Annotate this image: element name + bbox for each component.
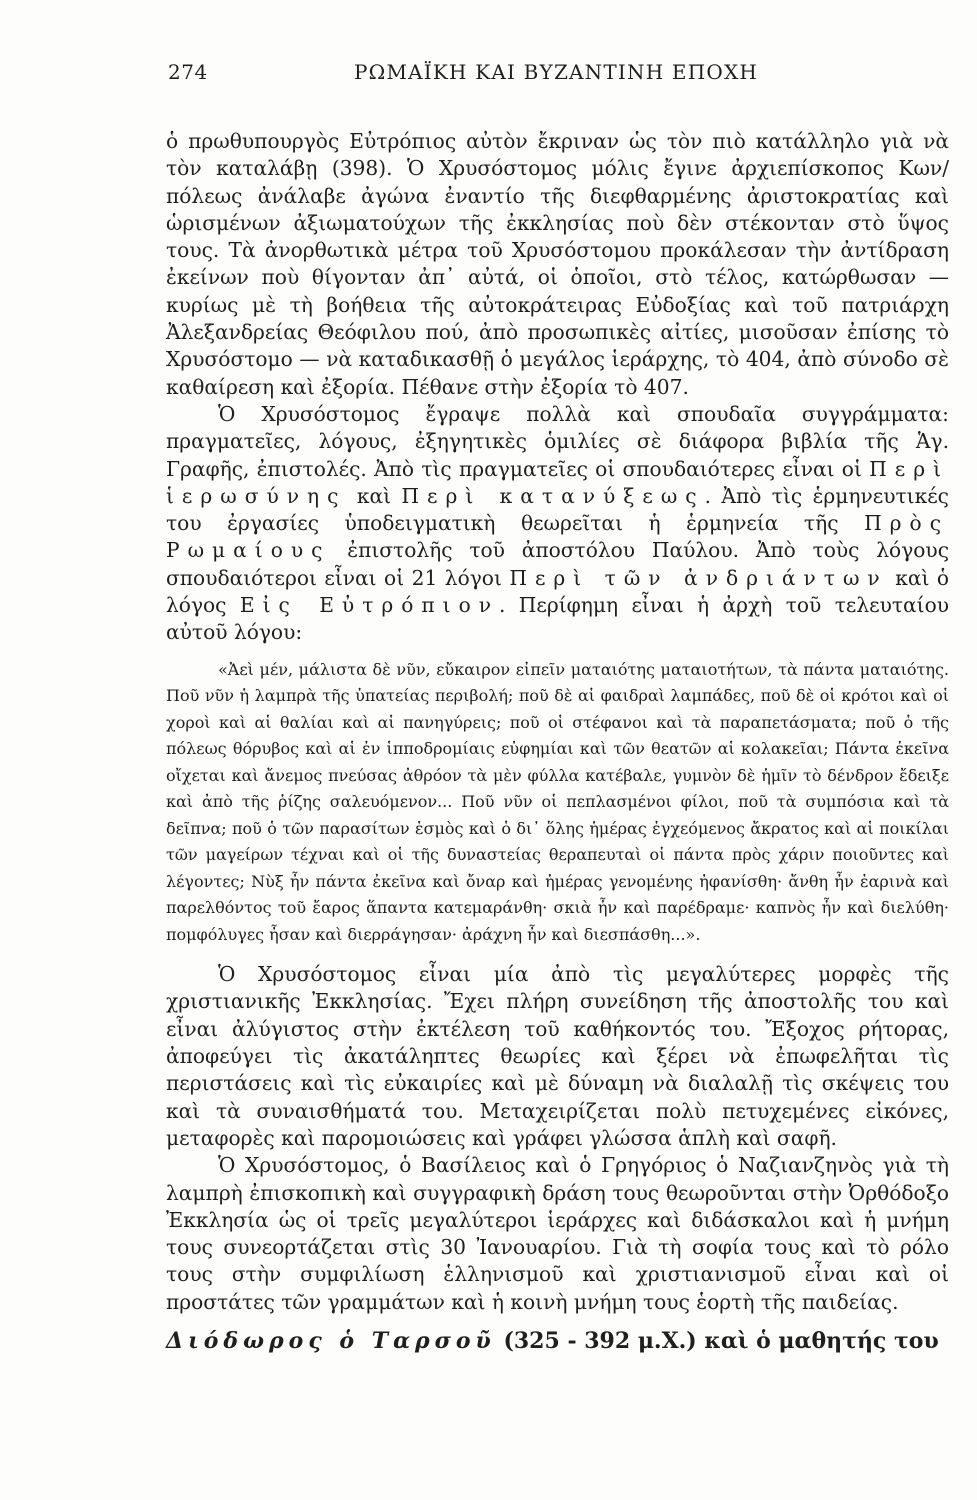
heading-name-diodoros: Διόδωρος ὁ Ταρσοῦ (166, 1328, 496, 1354)
quotation-eis-eutropion: «Ἀεὶ μέν, μάλιστα δὲ νῦν, εὔκαιρον εἰπεῖν ματαιότης ματαιοτήτων, τὰ πάντα ματαιότης. Ποῦ νῦν ἡ λαμπρὰ τῆς ὑπατείας περιβολή; ποῦ δὲ αἱ φαιδραὶ λαμπάδες, ποῦ δὲ οἱ κρότοι καὶ οἱ χοροὶ καὶ αἱ θαλίαι καὶ αἱ πανηγύρεις; ποῦ οἱ στέφανοι καὶ τὰ παραπετάσματα; ποῦ ὁ τῆς πόλεως θόρυβος καὶ αἱ ἐν ἱπποδρομίαις εὐφημίαι καὶ τῶν θεατῶν αἱ κολακεῖαι; Πάντα ἐκεῖνα οἴχεται καὶ ἄνεμος πνεύσας ἀθρόον τὰ μὲν φύλλα κατέβαλε, γυμνὸν δὲ ἡμῖν τὸ δένδρον ἔδειξε καὶ ἀπὸ τῆς ῥίζης σαλευόμενον... Ποῦ νῦν οἱ πεπλασμένοι φίλοι, ποῦ τὰ συμπόσια καὶ τὰ δεῖπνα; ποῦ ὁ τῶν παρασίτων ἑσμὸς καὶ ὁ δι᾽ ὅλης ἡμέρας ἐγχεόμενος ἄκρατος καὶ αἱ ποικίλαι τῶν μαγείρων τέχναι καὶ οἱ τῆς δυναστείας θεραπευταὶ οἱ πάντα πρὸς χάριν ποιοῦντες καὶ λέγοντες; Νὺξ ἦν πάντα ἐκεῖνα καὶ ὄναρ καὶ ἡμέρας γενομένης ἠφανίσθη· ἄνθη ἦν ἐαρινὰ καὶ παρελθόντος τοῦ ἔαρος ἅπαντα κατεμαράνθη· σκιὰ ἦν καὶ παρέδραμε· καπνὸς ἦν καὶ διελύθη· πομφόλυγες ἦσαν καὶ διερράγησαν· ἀράχνη ἦν καὶ διεσπάσθη...». (166, 659, 949, 944)
work-title-eis-eutropion: Εἰς Εὐτρόπιον (239, 593, 500, 618)
heading-dates: (325 - 392 μ.Χ.) καὶ ὁ μαθητής του (495, 1328, 939, 1354)
work-title-peri-katanyxeos: Περὶ κατανύξεως (401, 483, 705, 508)
paragraph-text: ὁ πρωθυπουργὸς Εὐτρόπιος αὐτὸν ἔκριναν ὡς τὸν πιὸ κατάλληλο γιὰ νὰ τὸν καταλάβῃ (398). Ὁ Χρυσόστομος μόλις ἔγινε ἀρχιεπίσκοπος Κων/πόλεως ἀνάλαβε ἀγώνα ἐναντίο τῆς διεφθαρμένης ἀριστοκρατίας καὶ ὡρισμένων ἀξιωματούχων τῆς ἐκκλησίας ποὺ δὲν στέκονταν στὸ ὕψος τους. Τὰ ἀνορθωτικὰ μέτρα τοῦ Χρυσόστομου προκάλεσαν τὴν ἀντίδραση ἐκείνων ποὺ θίγονταν ἀπ᾽ αὐτά, οἱ ὁποῖοι, στὸ τέλος, κατώρθωσαν — κυρίως μὲ τὴ βοήθεια τῆς αὐτοκράτειρας Εὐδοξίας καὶ τοῦ πατριάρχη Ἀλεξανδρείας Θεόφιλου πού, ἀπὸ προσωπικὲς αἰτίες, μισοῦσαν ἐπίσης τὸ Χρυσόστομο — νὰ καταδικασθῇ ὁ μεγάλος ἱεράρχης, τὸ 404, ἀπὸ σύνοδο σὲ καθαίρεση καὶ ἐξορία. Πέθανε στὴν ἐξορία τὸ 407. (166, 129, 949, 399)
running-title: ΡΩΜΑΪΚΗ ΚΑΙ ΒΥΖΑΝΤΙΝΗ ΕΠΟΧΗ (354, 60, 759, 84)
paragraph-chrysostom-life (166, 128, 949, 401)
paragraph-text: ἐπιστολῆς τοῦ ἀποστόλου Παύλου. Ἀπὸ τοὺς λόγους σπουδαιότεροι εἶναι οἱ 21 λόγοι (166, 538, 949, 590)
running-header (168, 60, 948, 90)
paragraph-text: Ὁ Χρυσόστομος ἔγραψε πολλὰ καὶ σπουδαῖα συγγράμματα: πραγματεῖες, λόγους, ἐξηγητικὲς ὁμιλίες σὲ διάφορα βιβλία τῆς Ἁγ. Γραφῆς, ἐπιστολές. Ἀπὸ τὶς πραγματεῖες οἱ σπουδαιότερες εἶναι οἱ (166, 401, 949, 481)
work-title-peri-andrianton: Περὶ τῶν ἀνδριάντων (509, 565, 888, 590)
work-title-pros-romaious: Πρὸς Ρωμαίους (166, 511, 949, 563)
paragraph-text: καὶ (346, 483, 402, 508)
paragraph-text: καὶ ὁ λόγος (166, 565, 950, 618)
paragraph-chrysostom-assessment: Ὁ Χρυσόστομος εἶναι μία ἀπὸ τὶς μεγαλύτερες μορφὲς τῆς χριστιανικῆς Ἐκκλησίας. Ἔχει πλήρη συνείδηση τῆς ἀποστολῆς του καὶ εἶναι ἀλύγιστος στὴν ἐκτέλεση τοῦ καθήκοντός του. Ἔξοχος ρήτορας, ἀποφεύγει τὶς ἀκατάληπτες θεωρίες καὶ ξέρει νὰ ἐπωφελῆται τὶς περιστάσεις καὶ τὶς εὐκαιρίες καὶ μὲ δύναμη νὰ διαλαλῇ τὶς σκέψεις του καὶ τὰ συναισθήματά του. Μεταχειρίζεται πολὺ πετυχεμένες εἰκόνες, μεταφορὲς καὶ παρομοιώσεις καὶ γράφει γλώσσα ἁπλὴ καὶ σαφῆ. (166, 962, 949, 1150)
paragraph-three-hierarchs: Ὁ Χρυσόστομος, ὁ Βασίλειος καὶ ὁ Γρηγόριος ὁ Ναζιανζηνὸς γιὰ τὴ λαμπρὴ ἐπισκοπικὴ καὶ συγγραφικὴ δράση τους θεωροῦνται στὴν Ὀρθόδοξο Ἐκκλησία ὡς οἱ τρεῖς μεγαλύτεροι ἱεράρχες καὶ διδάσκαλοι καὶ ἡ μνήμη τους συνεορτάζεται στὶς 30 Ἰανουαρίου. Γιὰ τὴ σοφία τους καὶ τὸ ρόλο τους στὴν συμφιλίωση ἑλληνισμοῦ καὶ χριστιανισμοῦ εἶναι καὶ οἱ προστάτες τῶν γραμμάτων καὶ ἡ κοινὴ μνήμη τους ἑορτὴ τῆς παιδείας. (166, 1153, 949, 1314)
work-title-peri-ierosynis: Περὶ ἱερωσύνης (166, 456, 949, 508)
page-number: 274 (168, 60, 208, 84)
section-heading-diodoros (166, 1324, 949, 1359)
paragraph-text: . Περίφημη εἶναι ἡ ἀρχὴ τοῦ τελευταίου αὐτοῦ λόγου: (166, 593, 949, 645)
paragraph-text: . Ἀπὸ τὶς ἑρμηνευτικές του ἐργασίες ὑποδειγματικὴ θεωρεῖται ἡ ἑρμηνεία τῆς (166, 483, 949, 536)
body-text (166, 128, 949, 1359)
paragraph-chrysostom-works (166, 401, 949, 647)
